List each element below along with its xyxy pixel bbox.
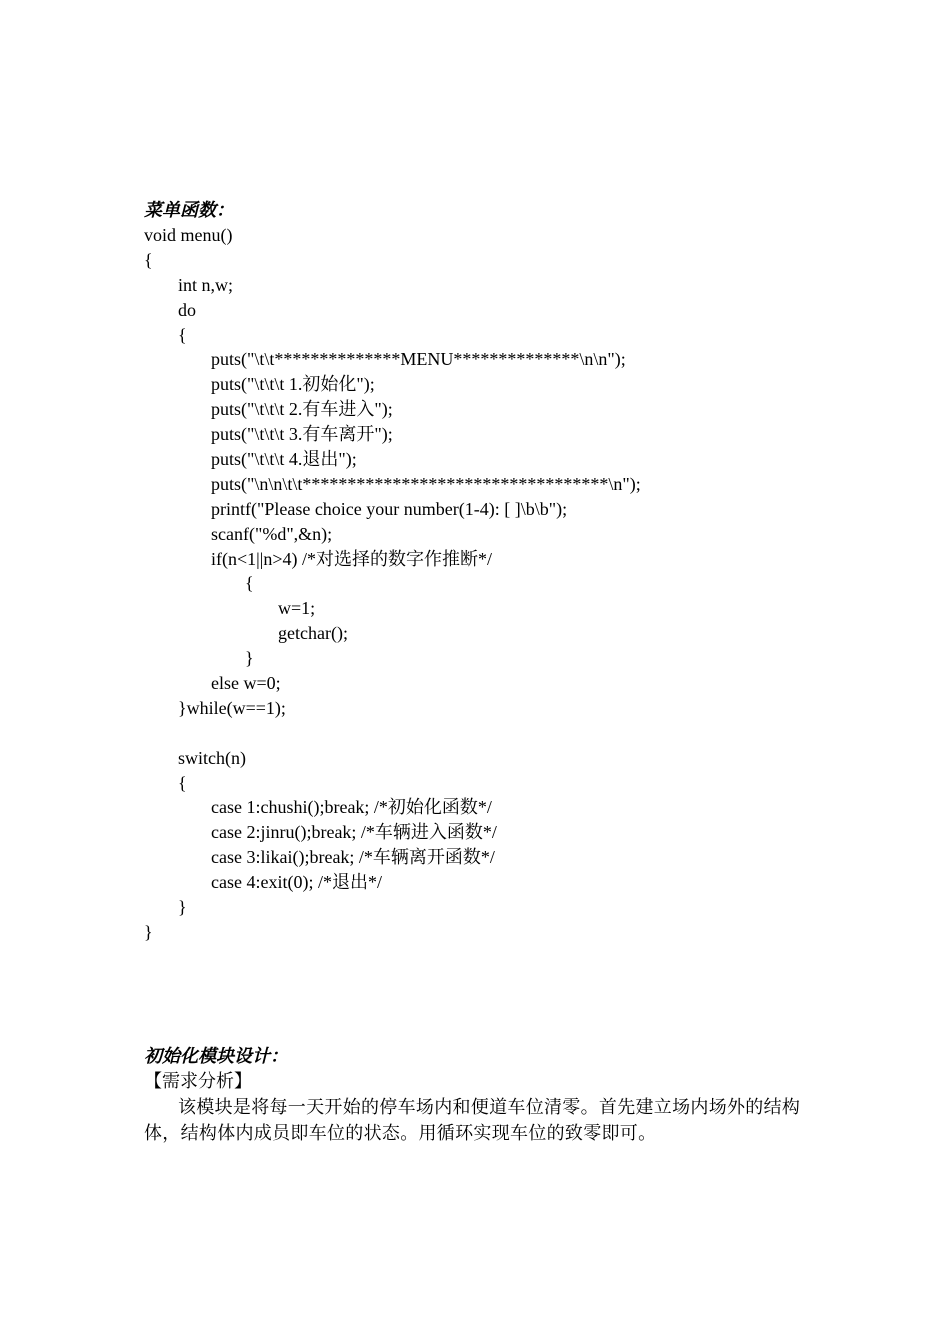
- code-line: }: [245, 648, 254, 669]
- code-line: do: [178, 299, 196, 320]
- code-line: printf("Please choice your number(1-4): [ ]\b\b");: [211, 498, 568, 519]
- requirements-paragraph: 该模块是将每一天开始的停车场内和便道车位清零。首先建立场内场外的结构体，结构体内成员即车位的状态。用循环实现车位的致零即可。: [144, 1097, 801, 1143]
- code-line: {: [178, 324, 187, 345]
- code-line: puts("\n\n\t\t**********************************\n");: [211, 473, 641, 494]
- code-line: w=1;: [278, 598, 316, 619]
- code-line: else w=0;: [211, 673, 281, 694]
- init-module-heading: 初始化模块设计：: [144, 1046, 288, 1066]
- code-line: case 2:jinru();break; /*车辆进入函数*/: [211, 822, 497, 843]
- code-line: }while(w==1);: [178, 697, 286, 718]
- code-line: if(n<1||n>4) /*对选择的数字作推断*/: [211, 548, 492, 569]
- code-line: puts("\t\t\t 4.退出");: [211, 449, 357, 470]
- menu-code-block: [144, 223, 844, 945]
- code-line: switch(n): [178, 747, 246, 768]
- code-line: puts("\t\t**************MENU**************\n\n");: [211, 349, 626, 370]
- code-line: }: [144, 921, 153, 942]
- code-line: {: [245, 573, 254, 594]
- code-line-blank: [144, 721, 844, 746]
- code-line: }: [178, 897, 187, 918]
- code-line: {: [178, 772, 187, 793]
- code-line: getchar();: [278, 623, 348, 644]
- menu-function-heading: 菜单函数：: [144, 200, 234, 220]
- code-line: {: [144, 249, 153, 270]
- code-line: puts("\t\t\t 3.有车离开");: [211, 424, 393, 445]
- code-line: case 4:exit(0); /*退出*/: [211, 872, 382, 893]
- code-line: puts("\t\t\t 1.初始化");: [211, 374, 375, 395]
- code-line: int n,w;: [178, 274, 234, 295]
- requirements-analysis-label: 【需求分析】: [144, 1071, 252, 1091]
- code-line: void menu(): [144, 225, 233, 245]
- code-line: scanf("%d",&n);: [211, 523, 333, 544]
- code-line: case 3:likai();break; /*车辆离开函数*/: [211, 847, 495, 868]
- code-line: puts("\t\t\t 2.有车进入");: [211, 399, 393, 420]
- code-line: case 1:chushi();break; /*初始化函数*/: [211, 797, 492, 818]
